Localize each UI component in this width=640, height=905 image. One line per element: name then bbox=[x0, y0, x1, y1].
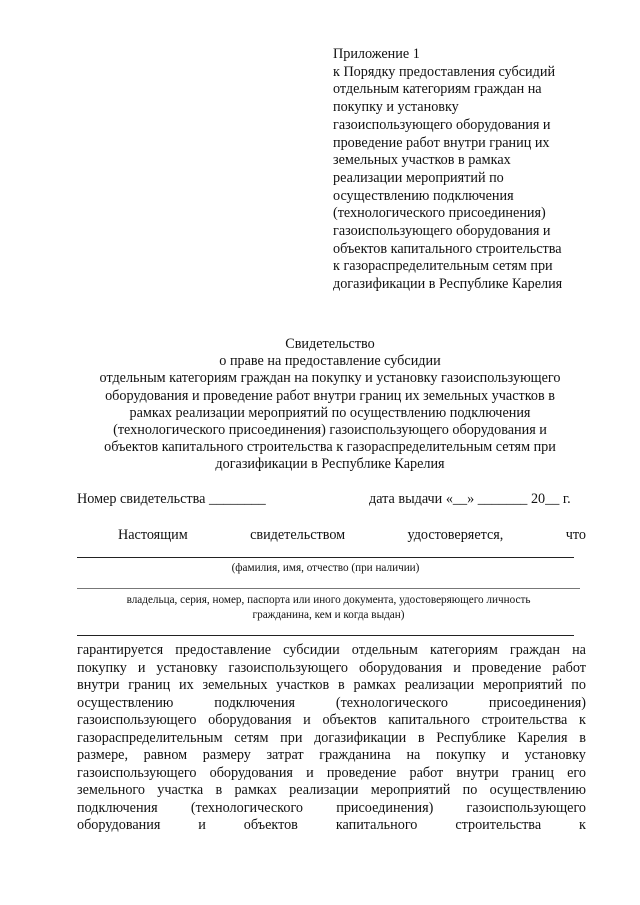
body-word: покупку bbox=[77, 659, 127, 676]
body-word: рамках bbox=[353, 677, 396, 694]
body-word: работ bbox=[552, 659, 586, 676]
body-word: участков bbox=[276, 677, 330, 694]
statement-line bbox=[118, 527, 586, 544]
appendix-line: земельных участков в рамках bbox=[333, 152, 511, 169]
appendix-line: газоиспользующего оборудования и bbox=[333, 116, 551, 133]
body-word: газоиспользующего bbox=[77, 764, 197, 781]
body-word: границ bbox=[128, 677, 171, 694]
passport-caption-line-1: владельца, серия, номер, паспорта или иного документа, удостоверяющего личность bbox=[126, 594, 531, 606]
body-word: подключения bbox=[214, 694, 295, 711]
body-word: отдельным bbox=[351, 642, 418, 658]
document-title bbox=[60, 336, 600, 474]
body-line bbox=[77, 782, 586, 800]
body-word: догазификации bbox=[314, 729, 407, 746]
appendix-line: к Порядку предоставления субсидий bbox=[333, 63, 556, 80]
title-line: рамках реализации мероприятий по осуществлению подключения bbox=[129, 404, 531, 421]
statement-word: удостоверяется, bbox=[407, 527, 504, 543]
body-word: Республике bbox=[436, 729, 506, 746]
statement-word: свидетельством bbox=[250, 527, 346, 543]
title-line: оборудования и проведение работ внутри границ их земельных участков в bbox=[105, 387, 555, 404]
appendix-line: газоиспользующего оборудования и bbox=[333, 223, 551, 240]
body-word: газоиспользующего bbox=[466, 799, 586, 816]
body-word: и bbox=[198, 817, 206, 834]
body-word: затрат bbox=[266, 747, 304, 764]
body-word: по bbox=[462, 782, 478, 799]
body-word: к bbox=[579, 817, 586, 834]
body-word: объектов bbox=[243, 817, 298, 834]
body-word: мероприятий bbox=[370, 782, 451, 799]
passport-fill-line-2 bbox=[77, 635, 574, 636]
body-word: предоставление bbox=[175, 642, 272, 658]
body-word: и bbox=[137, 659, 146, 676]
appendix-header bbox=[333, 46, 603, 294]
body-word: в bbox=[338, 677, 345, 694]
body-line bbox=[77, 800, 586, 818]
body-line bbox=[77, 642, 586, 660]
appendix-line: догазификации в Республике Карелия bbox=[333, 276, 563, 293]
body-word: на bbox=[406, 747, 421, 764]
body-word: проведение bbox=[326, 764, 397, 781]
body-word: граждан bbox=[509, 642, 561, 658]
body-word: участка bbox=[157, 782, 204, 799]
body-word: в bbox=[417, 729, 425, 746]
body-line bbox=[77, 695, 586, 713]
body-word: (технологического bbox=[190, 799, 304, 816]
body-word: к bbox=[579, 712, 586, 729]
statement-word: что bbox=[565, 527, 586, 543]
appendix-line: проведение работ внутри границ их bbox=[333, 134, 550, 151]
body-word: сетям bbox=[234, 729, 269, 746]
appendix-line: к газораспределительным сетям при bbox=[333, 258, 553, 275]
body-word: (технологического bbox=[335, 694, 448, 711]
body-word: земельного bbox=[77, 782, 145, 799]
body-word: оборудования bbox=[77, 817, 161, 834]
body-word: реализации bbox=[404, 677, 475, 694]
body-word: строительства bbox=[455, 817, 542, 834]
body-line bbox=[77, 765, 586, 783]
body-word: покупку bbox=[435, 747, 486, 764]
appendix-line: реализации мероприятий по bbox=[333, 169, 504, 186]
body-word: размеру bbox=[202, 747, 251, 764]
body-word: границ bbox=[511, 764, 554, 781]
name-fill-line bbox=[77, 557, 574, 558]
body-word: установку bbox=[156, 659, 218, 676]
appendix-line: объектов капитального строительства bbox=[333, 240, 562, 257]
appendix-line: отдельным категориям граждан на bbox=[333, 81, 542, 98]
body-word: при bbox=[280, 729, 303, 746]
body-word: гарантируется bbox=[77, 642, 164, 658]
name-caption: (фамилия, имя, отчество (при наличии) bbox=[231, 562, 420, 574]
title-line: объектов капитального строительства к газораспределительным сетям при bbox=[104, 439, 556, 456]
body-line bbox=[77, 747, 586, 765]
body-word: присоединения) bbox=[488, 694, 586, 711]
body-word: внутри bbox=[456, 764, 499, 781]
body-word: рамках bbox=[234, 782, 277, 799]
body-word: оборудования bbox=[358, 659, 443, 676]
body-word: оборудования bbox=[208, 712, 292, 729]
body-word: установку bbox=[524, 747, 586, 764]
body-word: и bbox=[453, 659, 461, 676]
body-word: реализации bbox=[289, 782, 359, 799]
passport-fill-line bbox=[77, 588, 580, 589]
body-word: мероприятий bbox=[482, 677, 563, 694]
body-word: проведение bbox=[471, 659, 542, 676]
title-line: отдельным категориям граждан на покупку и установку газоиспользующего bbox=[99, 370, 561, 387]
body-line bbox=[77, 730, 586, 748]
statement-word: Настоящим bbox=[118, 527, 188, 543]
body-word: оборудования bbox=[209, 764, 293, 781]
passport-caption-line-2: гражданина, кем и когда выдан) bbox=[252, 609, 405, 621]
body-word: подключения bbox=[77, 799, 158, 816]
body-word: его bbox=[567, 764, 586, 781]
body-paragraph bbox=[77, 642, 586, 835]
body-word: присоединения) bbox=[336, 799, 434, 816]
title-heading: Свидетельство bbox=[285, 336, 375, 352]
body-word: строительства bbox=[481, 712, 568, 729]
certificate-number-label: Номер свидетельства ________ bbox=[77, 491, 266, 507]
body-word: осуществлению bbox=[489, 782, 586, 799]
body-word: газоиспользующего bbox=[228, 659, 348, 676]
title-line: о праве на предоставление субсидии bbox=[219, 353, 441, 370]
body-word: по bbox=[571, 677, 586, 694]
appendix-line: Приложение 1 bbox=[333, 46, 420, 62]
body-line bbox=[77, 660, 586, 678]
body-word: земельных bbox=[202, 677, 268, 694]
body-word: в bbox=[215, 782, 223, 799]
body-word: объектов bbox=[322, 712, 377, 729]
title-line: (технологического присоединения) газоиспользующего оборудования и bbox=[113, 422, 547, 439]
appendix-line: (технологического присоединения) bbox=[333, 205, 546, 222]
body-word: субсидии bbox=[283, 642, 340, 658]
body-word: и bbox=[303, 712, 311, 729]
body-word: и bbox=[501, 747, 510, 764]
appendix-line: осуществлению подключения bbox=[333, 187, 514, 204]
body-word: в bbox=[579, 729, 586, 746]
body-word: газораспределительным bbox=[77, 729, 223, 746]
body-word: работ bbox=[409, 764, 444, 781]
body-word: равном bbox=[143, 747, 188, 764]
body-word: категориям bbox=[429, 642, 498, 658]
body-word: капитального bbox=[335, 817, 418, 834]
body-word: и bbox=[306, 764, 314, 781]
body-line bbox=[77, 817, 586, 835]
body-word: на bbox=[572, 642, 586, 658]
body-line bbox=[77, 677, 586, 695]
appendix-line: покупку и установку bbox=[333, 99, 459, 116]
body-word: осуществлению bbox=[77, 694, 174, 711]
body-word: гражданина bbox=[319, 747, 391, 764]
body-word: размере, bbox=[77, 747, 129, 764]
title-line: догазификации в Республике Карелия bbox=[215, 456, 445, 473]
body-line bbox=[77, 712, 586, 730]
issue-date-label: дата выдачи «__» _______ 20__ г. bbox=[369, 491, 571, 507]
body-word: газоиспользующего bbox=[77, 712, 197, 729]
body-word: Карелия bbox=[517, 729, 568, 746]
body-word: капитального bbox=[388, 712, 470, 729]
body-word: их bbox=[179, 677, 194, 694]
body-word: внутри bbox=[77, 677, 120, 694]
